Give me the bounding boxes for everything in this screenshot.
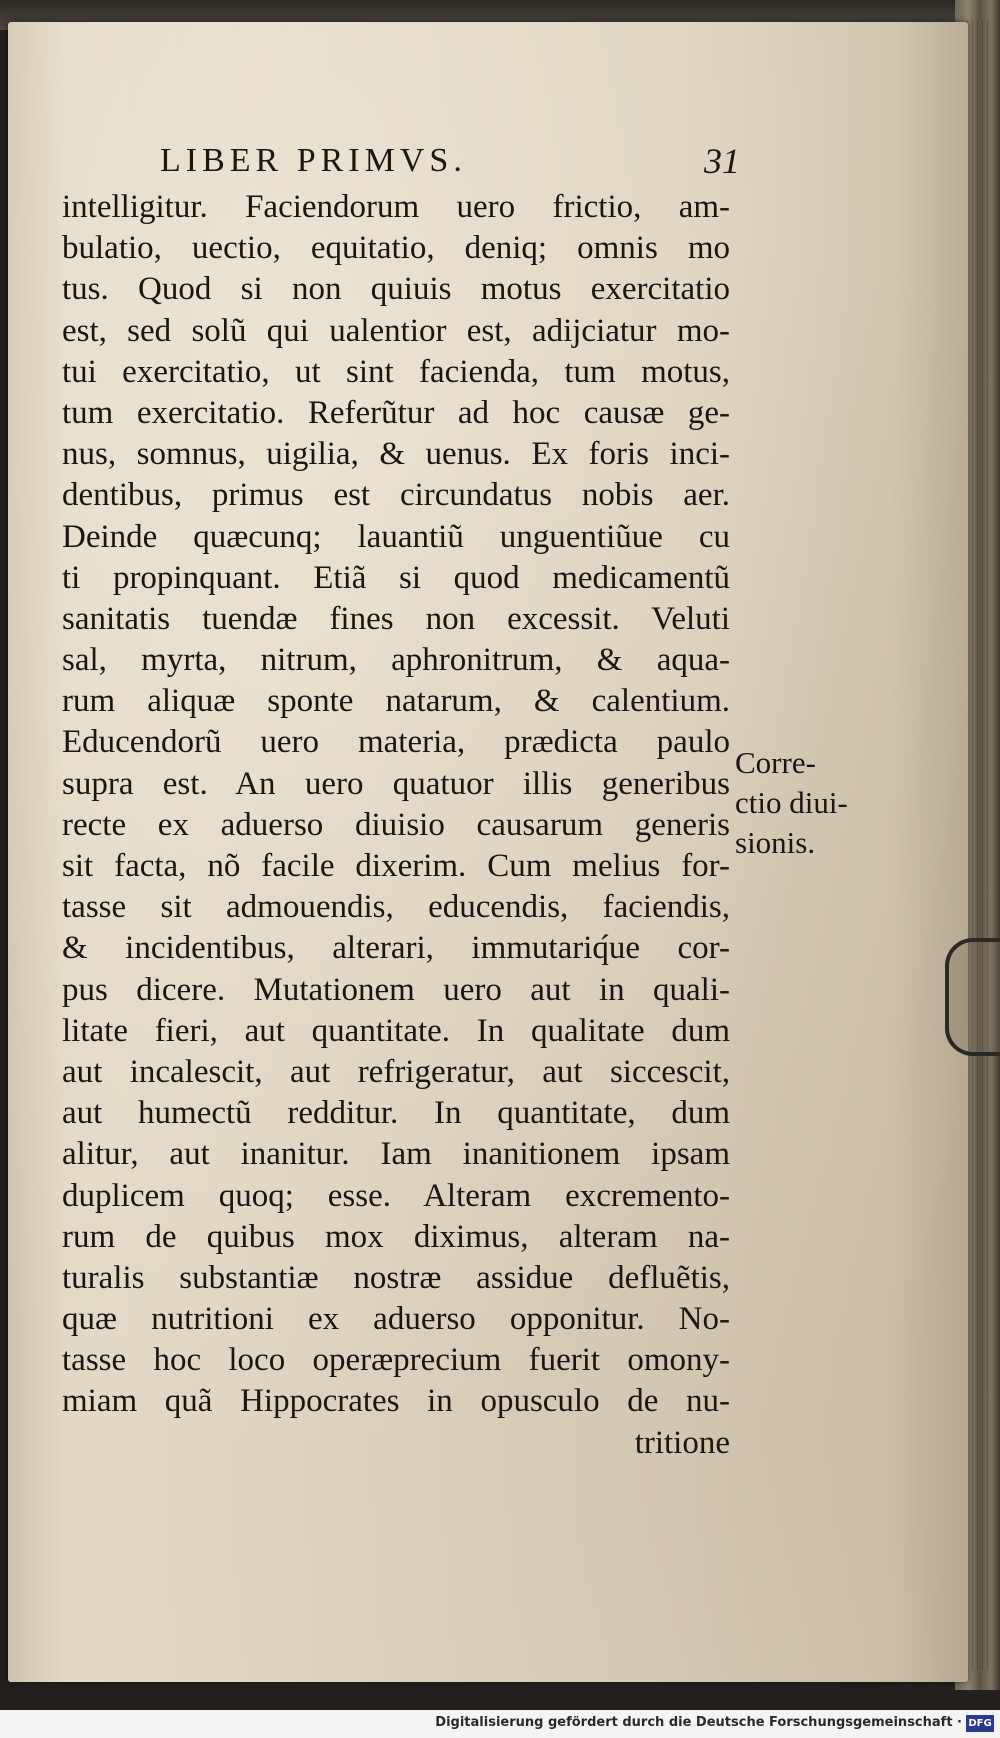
marginal-note-line: ctio diui- — [735, 785, 848, 820]
text-line: sit facta, nõ facile dixerim. Cum melius for- — [62, 848, 730, 884]
text-line: turalis substantiæ nostræ assidue defluẽtis, — [62, 1259, 730, 1296]
text-line: tritione — [634, 1424, 730, 1461]
text-line: tasse hoc loco operæprecium fuerit omony- — [62, 1342, 730, 1379]
text-line: supra est. An uero quatuor illis generibus — [62, 765, 730, 802]
text-line: & incidentibus, alterari, immutariq́ue cor- — [62, 930, 730, 967]
text-line: tus. Quod si non quiuis motus exercitatio — [62, 271, 730, 308]
text-line: rum de quibus mox diximus, alteram na- — [62, 1218, 730, 1255]
text-line: miam quã Hippocrates in opusculo de nu- — [62, 1383, 730, 1420]
text-line: bulatio, uectio, equitatio, deniq; omnis mo — [62, 230, 730, 267]
marginal-note-line: sionis. — [735, 825, 816, 860]
text-line: Deinde quæcunq; lauantiũ unguentiũue cu — [62, 518, 730, 555]
text-line: est, sed solũ qui ualentior est, adijciatur mo- — [62, 312, 730, 349]
text-line: rum aliquæ sponte natarum, & calentium. — [62, 683, 730, 720]
text-line: dentibus, primus est circundatus nobis aer. — [62, 477, 730, 514]
page-header — [160, 142, 740, 192]
running-head: LIBER PRIMVS. — [160, 142, 467, 179]
text-line: sanitatis tuendæ fines non excessit. Veluti — [62, 600, 730, 637]
text-line: Educendorũ uero materia, prædicta paulo — [62, 724, 730, 761]
funding-credit: Digitalisierung gefördert durch die Deutsche Forschungsgemeinschaft · — [435, 1715, 962, 1730]
text-line: intelligitur. Faciendorum uero frictio, am- — [62, 189, 730, 225]
text-line: nus, somnus, uigilia, & uenus. Ex foris inci- — [62, 436, 730, 473]
text-line: litate fieri, aut quantitate. In qualitate dum — [62, 1012, 730, 1049]
text-line: tui exercitatio, ut sint facienda, tum motus, — [62, 353, 730, 390]
text-line: quæ nutritioni ex aduerso opponitur. No- — [62, 1301, 730, 1338]
marginal-note — [735, 743, 870, 863]
text-line: tasse sit admouendis, educendis, faciendis, — [62, 889, 730, 926]
text-line: recte ex aduerso diuisio causarum generis — [62, 806, 730, 843]
text-line: duplicem quoq; esse. Alteram excremento- — [62, 1177, 730, 1214]
text-line: aut incalescit, aut refrigeratur, aut siccescit, — [62, 1053, 730, 1090]
text-line: tum exercitatio. Referũtur ad hoc causæ ge- — [62, 394, 730, 431]
main-text-block — [62, 187, 730, 1464]
page-number: 31 — [704, 141, 740, 181]
digitization-footer — [0, 1710, 1000, 1738]
text-line: sal, myrta, nitrum, aphronitrum, & aqua- — [62, 642, 730, 679]
text-line: pus dicere. Mutationem uero aut in quali- — [62, 971, 730, 1008]
marginal-note-line: Corre- — [735, 745, 816, 780]
dfg-logo: DFG — [966, 1715, 994, 1732]
text-line: ti propinquant. Etiã si quod medicamentũ — [62, 559, 730, 596]
book-clasp — [945, 938, 1000, 1056]
text-line: aut humectũ redditur. In quantitate, dum — [62, 1095, 730, 1132]
text-line: alitur, aut inanitur. Iam inanitionem ipsam — [62, 1136, 730, 1173]
